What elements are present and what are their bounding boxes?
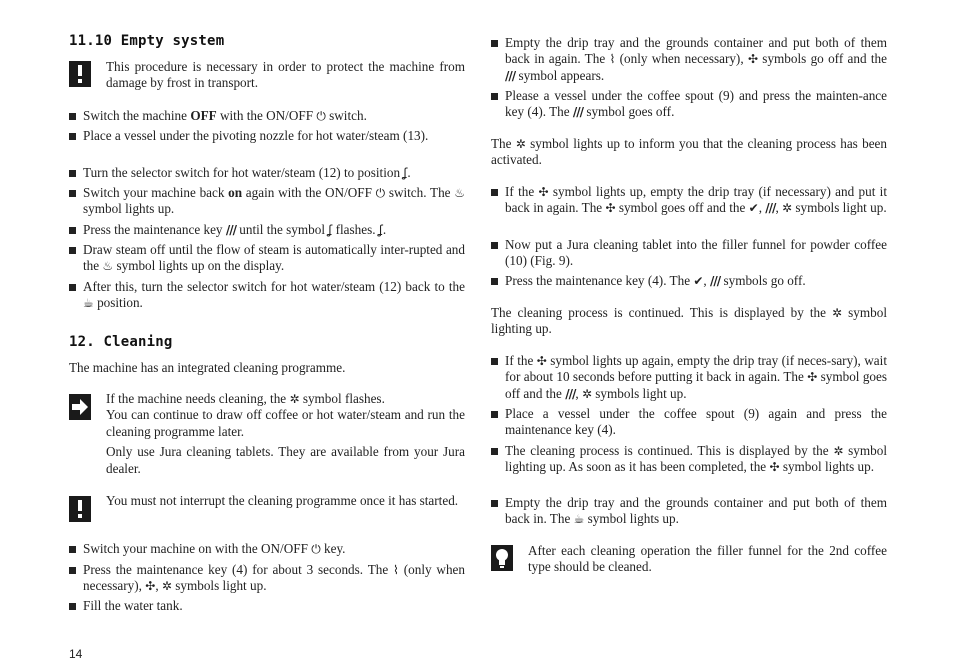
- rinse-icon: ✣: [769, 460, 780, 475]
- power-icon: ⏻: [316, 109, 326, 123]
- list-item: Press the maintenance key (4). The ✔, /// symbols go off.: [491, 273, 887, 289]
- maintenance-icon: ///: [565, 386, 576, 401]
- maintenance-icon: ///: [225, 223, 236, 237]
- list-item: If the ✣ symbol lights up again, empty the drip tray (if neces-sary), wait for about 10 seconds before putting it back in again. The ✣ symbol goes off and the ///, ✲ symbols light up.: [491, 353, 887, 402]
- steam-nozzle-icon: ʆ: [403, 166, 408, 180]
- paragraph: The cleaning process is continued. This is displayed by the ✲ symbol lighting up.: [491, 305, 887, 337]
- section-heading-empty-system: 11.10 Empty system: [69, 33, 225, 49]
- list-item: Place a vessel under the coffee spout (9) again and press the maintenance key (4).: [491, 406, 887, 439]
- list-item: Turn the selector switch for hot water/steam (12) to position ʆ.: [69, 165, 465, 181]
- list-item: Switch your machine back on again with the ON/OFF ⏻ switch. The ♨ symbol lights up.: [69, 185, 465, 218]
- list-item: Empty the drip tray and the grounds container and put both of them back in. The ☕ symbol lights up.: [491, 495, 887, 528]
- warning-note-frost: This procedure is necessary in order to protect the machine from damage by frost in transport.: [106, 59, 465, 91]
- warning-note-interrupt: You must not interrupt the cleaning programme once it has started.: [106, 493, 459, 508]
- clean-icon: ✲: [581, 386, 592, 401]
- steam-icon: ♨: [454, 186, 465, 200]
- tray-icon: ⌇: [609, 52, 616, 67]
- clean-icon: ✲: [782, 201, 793, 216]
- rinse-icon: ✣: [145, 579, 156, 594]
- clean-icon: ✲: [161, 579, 172, 594]
- warning-icon: [69, 61, 91, 87]
- clean-icon: ✲: [289, 392, 300, 406]
- info-line: If the machine needs cleaning, the ✲ symbol flashes.: [106, 391, 385, 406]
- arrow-right-icon: [69, 394, 91, 420]
- list-item: If the ✣ symbol lights up, empty the drip tray (if necessary) and put it back in again. The ✣ symbol goes off and the ✔, ///, ✲ symbols light up.: [491, 184, 887, 217]
- bulb-icon: [491, 545, 513, 571]
- maintenance-icon: ///: [505, 68, 516, 83]
- list-item: Now put a Jura cleaning tablet into the filler funnel for powder coffee (10) (Fig. 9).: [491, 237, 887, 270]
- info-line: Only use Jura cleaning tablets. They are available from your Jura dealer.: [106, 444, 465, 476]
- clean-icon: ✲: [833, 444, 844, 458]
- steam-icon: ♨: [102, 259, 114, 274]
- list-item: The cleaning process is continued. This is displayed by the ✲ symbol lighting up. As soon as it has been completed, the ✣ symbol lights up.: [491, 443, 887, 476]
- list-item: Switch the machine OFF with the ON/OFF ⏻ switch.: [69, 108, 465, 124]
- section-heading-cleaning: 12. Cleaning: [69, 334, 173, 350]
- rinse-icon: ✣: [538, 185, 549, 199]
- list-item: Draw steam off until the flow of steam is automatically inter-rupted and the ♨ symbol lights up on the display.: [69, 242, 465, 275]
- tray-icon: ⌇: [393, 563, 399, 577]
- paragraph: The ✲ symbol lights up to inform you that the cleaning process has been activated.: [491, 136, 887, 168]
- rinse-icon: ✣: [807, 370, 818, 385]
- rinse-icon: ✣: [747, 52, 758, 67]
- list-item: Empty the drip tray and the grounds container and put both of them back in again. The ⌇ (only when necessary), ✣ symbols go off and the /// symbol appears.: [491, 35, 887, 84]
- power-icon: ⏻: [375, 186, 386, 200]
- list-item: Please a vessel under the coffee spout (9) and press the mainten-ance key (4). The /// symbol goes off.: [491, 88, 887, 121]
- power-icon: ⏻: [311, 542, 321, 556]
- rinse-icon: ✣: [605, 201, 616, 216]
- clean-icon: ✲: [832, 306, 843, 320]
- warning-icon: [69, 496, 91, 522]
- tip-note: After each cleaning operation the filler funnel for the 2nd coffee type should be cleaned.: [528, 543, 887, 575]
- ok-icon: ✔: [748, 201, 759, 216]
- list-item: Fill the water tank.: [69, 598, 465, 614]
- cup-icon: ☕: [83, 296, 94, 311]
- clean-icon: ✲: [515, 137, 526, 151]
- list-item: Press the maintenance key (4) for about 3 seconds. The ⌇ (only when necessary), ✣, ✲ symbols light up.: [69, 562, 465, 595]
- list-item: Press the maintenance key /// until the symbol ʆ flashes. ʆ.: [69, 222, 465, 238]
- steam-nozzle-icon: ʆ: [378, 223, 383, 237]
- ok-icon: ✔: [693, 274, 704, 288]
- steam-nozzle-icon: ʆ: [328, 223, 333, 237]
- list-item: Switch your machine on with the ON/OFF ⏻ key.: [69, 541, 465, 557]
- list-item: After this, turn the selector switch for hot water/steam (12) back to the ☕ position.: [69, 279, 465, 312]
- info-note-cleaning: [106, 391, 465, 477]
- page-number: 14: [69, 647, 83, 661]
- info-line: You can continue to draw off coffee or hot water/steam and run the cleaning programme later.: [106, 407, 465, 439]
- list-item: Place a vessel under the pivoting nozzle for hot water/steam (13).: [69, 128, 465, 144]
- cleaning-intro: The machine has an integrated cleaning programme.: [69, 360, 346, 375]
- cup-icon: ☕: [573, 512, 585, 527]
- maintenance-icon: ///: [710, 274, 721, 288]
- rinse-icon: ✣: [536, 354, 547, 368]
- maintenance-icon: ///: [572, 105, 584, 120]
- maintenance-icon: ///: [765, 201, 776, 216]
